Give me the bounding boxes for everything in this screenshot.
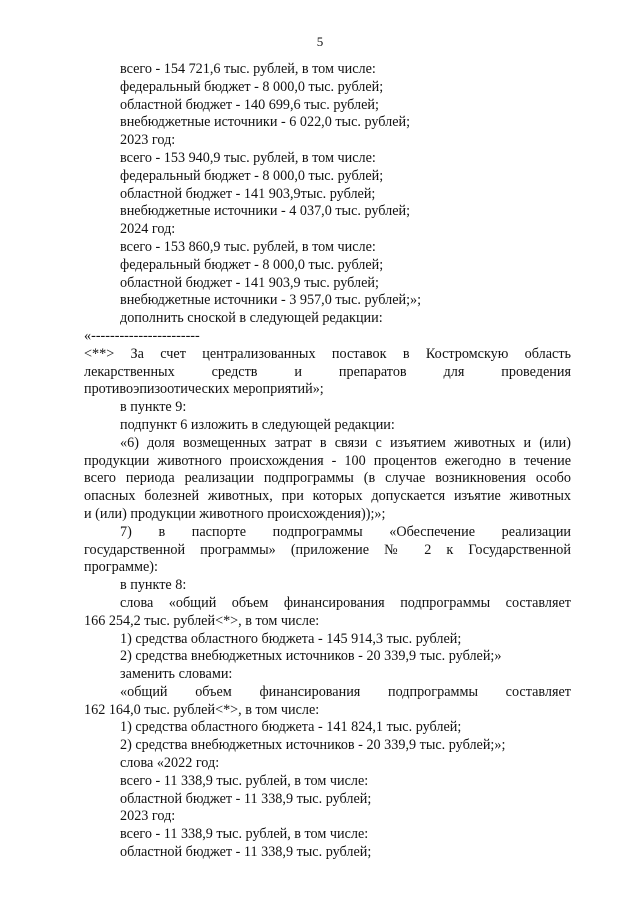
text-line: лекарственных средств и препаратов для проведения <box>84 363 571 380</box>
text-line: федеральный бюджет - 8 000,0 тыс. рублей; <box>120 167 384 184</box>
text-line: областной бюджет - 141 903,9тыс. рублей; <box>120 185 376 202</box>
text-line: государственной программы» (приложение № 2 к Государственной <box>84 541 571 558</box>
text-line: 2023 год: <box>120 808 176 825</box>
text-line: слова «общий объем финансирования подпрограммы составляет <box>120 594 571 611</box>
text-line: 1) средства областного бюджета - 141 824,1 тыс. рублей; <box>120 719 462 736</box>
text-line: внебюджетные источники - 6 022,0 тыс. рублей; <box>120 114 411 131</box>
text-line: всего - 11 338,9 тыс. рублей, в том числе: <box>120 826 369 843</box>
text-line: 2024 год: <box>120 221 176 238</box>
text-line: 7) в паспорте подпрограммы «Обеспечение реализации <box>120 523 571 540</box>
text-line: всего - 154 721,6 тыс. рублей, в том числе: <box>120 61 376 77</box>
text-line: всего - 153 860,9 тыс. рублей, в том числе: <box>120 238 376 255</box>
text-line: в пункте 9: <box>120 399 187 416</box>
text-line: федеральный бюджет - 8 000,0 тыс. рублей; <box>120 256 384 273</box>
text-line: программе): <box>84 559 158 576</box>
text-line: слова «2022 год: <box>120 755 220 772</box>
text-line: федеральный бюджет - 8 000,0 тыс. рублей; <box>120 78 384 95</box>
text-line: «----------------------- <box>84 327 200 344</box>
text-line: всего - 153 940,9 тыс. рублей, в том числе: <box>120 149 376 166</box>
text-line: внебюджетные источники - 3 957,0 тыс. рублей;»; <box>120 292 422 309</box>
text-line: областной бюджет - 140 699,6 тыс. рублей; <box>120 96 379 113</box>
text-line: дополнить сноской в следующей редакции: <box>120 310 383 327</box>
text-line: областной бюджет - 141 903,9 тыс. рублей; <box>120 274 379 291</box>
text-line: опасных болезней животных, при которых допускается изъятие животных <box>84 488 571 505</box>
text-line: всего - 11 338,9 тыс. рублей, в том числе: <box>120 772 369 789</box>
text-line: 2) средства внебюджетных источников - 20 339,9 тыс. рублей;» <box>120 648 502 665</box>
text-line: заменить словами: <box>120 666 233 683</box>
document-body <box>84 61 571 862</box>
text-line: в пункте 8: <box>120 577 187 594</box>
text-line: «6) доля возмещенных затрат в связи с изъятием животных и (или) <box>120 434 571 451</box>
text-line: 166 254,2 тыс. рублей<*>, в том числе: <box>84 612 320 629</box>
text-line: <**> За счет централизованных поставок в Костромскую область <box>84 345 571 362</box>
text-line: 2023 год: <box>120 132 176 149</box>
page-number: 5 <box>316 34 324 49</box>
text-line: областной бюджет - 11 338,9 тыс. рублей; <box>120 844 372 861</box>
text-line: всего периода реализации подпрограммы (в случае возникновения особо <box>84 470 571 487</box>
text-line: продукции животного происхождения - 100 процентов ежегодно в течение <box>84 452 571 469</box>
text-line: и (или) продукции животного происхождения));»; <box>84 505 386 522</box>
text-line: областной бюджет - 11 338,9 тыс. рублей; <box>120 790 372 807</box>
text-line: «общий объем финансирования подпрограммы составляет <box>120 683 571 700</box>
text-line: внебюджетные источники - 4 037,0 тыс. рублей; <box>120 203 411 220</box>
text-line: 1) средства областного бюджета - 145 914,3 тыс. рублей; <box>120 630 462 647</box>
text-line: 2) средства внебюджетных источников - 20 339,9 тыс. рублей;»; <box>120 737 506 754</box>
text-line: 162 164,0 тыс. рублей<*>, в том числе: <box>84 701 320 718</box>
text-line: противоэпизоотических мероприятий»; <box>84 381 324 398</box>
text-line: подпункт 6 изложить в следующей редакции: <box>120 416 395 433</box>
